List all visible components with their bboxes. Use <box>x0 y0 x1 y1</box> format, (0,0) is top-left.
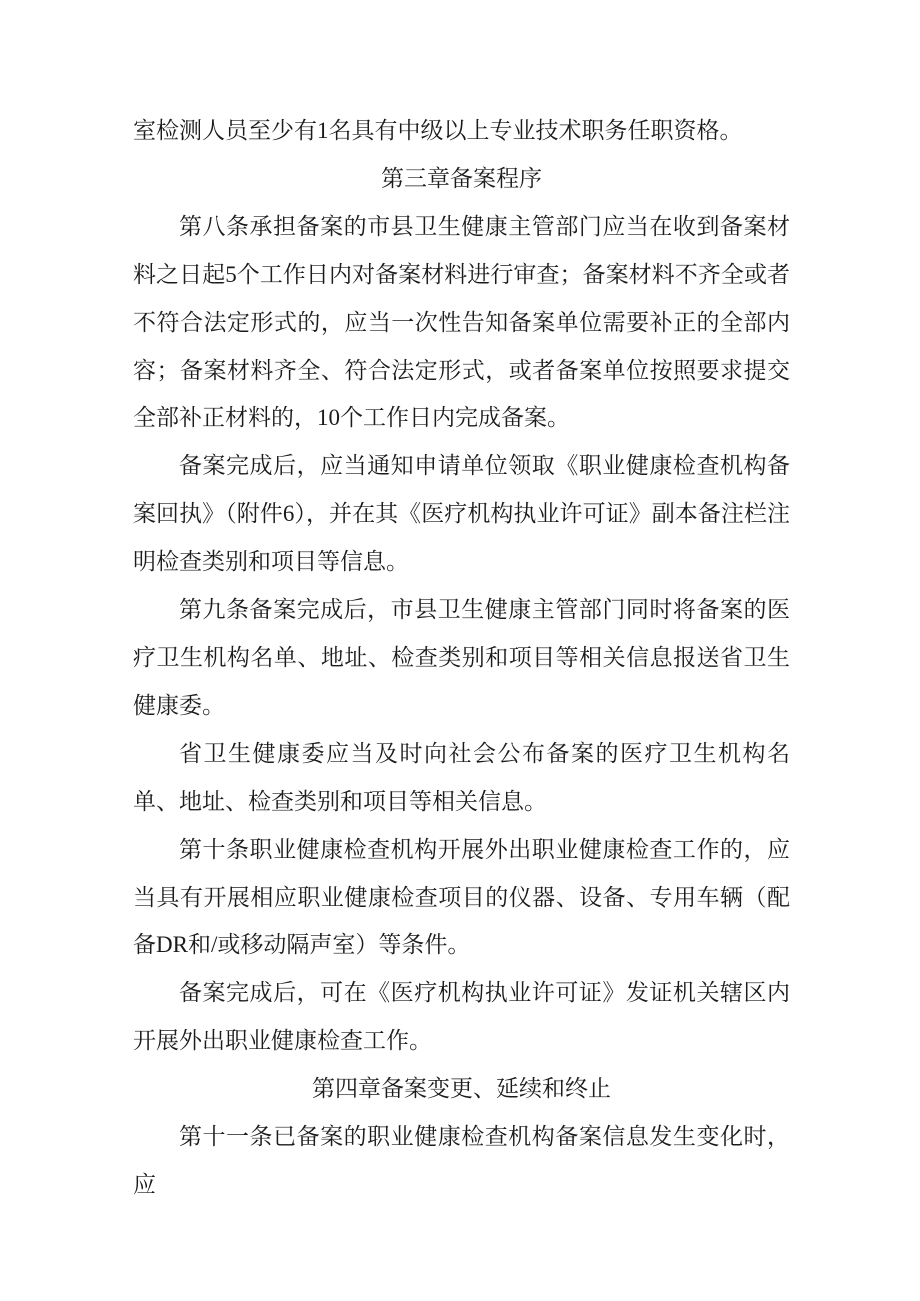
paragraph-article-9-report-to-province: 第九条备案完成后，市县卫生健康主管部门同时将备案的医疗卫生机构名单、地址、检查类别和项目等相关信息报送省卫生健康委。 <box>133 597 790 718</box>
paragraph-provincial-publication: 省卫生健康委应当及时向社会公布备案的医疗卫生机构名单、地址、检查类别和项目等相关信息。 <box>133 740 790 814</box>
paragraph-continuation-qualification: 室检测人员至少有1名具有中级以上专业技术职务任职资格。 <box>133 118 743 143</box>
paragraph-article-10-offsite-equipment: 第十条职业健康检查机构开展外出职业健康检查工作的，应当具有开展相应职业健康检查项目的仪器、设备、专用车辆（配备DR和/或移动隔声室）等条件。 <box>133 836 790 958</box>
paragraph-filing-receipt-notice: 备案完成后，应当通知申请单位领取《职业健康检查机构备案回执》（附件6），并在其《医疗机构执业许可证》副本备注栏注明检查类别和项目等信息。 <box>133 453 790 575</box>
document-body <box>133 107 790 1209</box>
paragraph-offsite-work-scope: 备案完成后，可在《医疗机构执业许可证》发证机关辖区内开展外出职业健康检查工作。 <box>133 980 790 1054</box>
paragraph-article-11-info-change: 第十一条已备案的职业健康检查机构备案信息发生变化时，应 <box>133 1124 790 1197</box>
heading-chapter-3-filing-procedure: 第三章备案程序 <box>381 165 542 191</box>
paragraph-article-8-review-deadline: 第八条承担备案的市县卫生健康主管部门应当在收到备案材料之日起5个工作日内对备案材料进行审查；备案材料不齐全或者不符合法定形式的，应当一次性告知备案单位需要补正的全部内容；备案材料齐全、符合法定形式，或者备案单位按照要求提交全部补正材料的，10个工作日内完成备案。 <box>133 213 790 431</box>
heading-chapter-4-change-renewal-termination: 第四章备案变更、延续和终止 <box>312 1076 611 1102</box>
